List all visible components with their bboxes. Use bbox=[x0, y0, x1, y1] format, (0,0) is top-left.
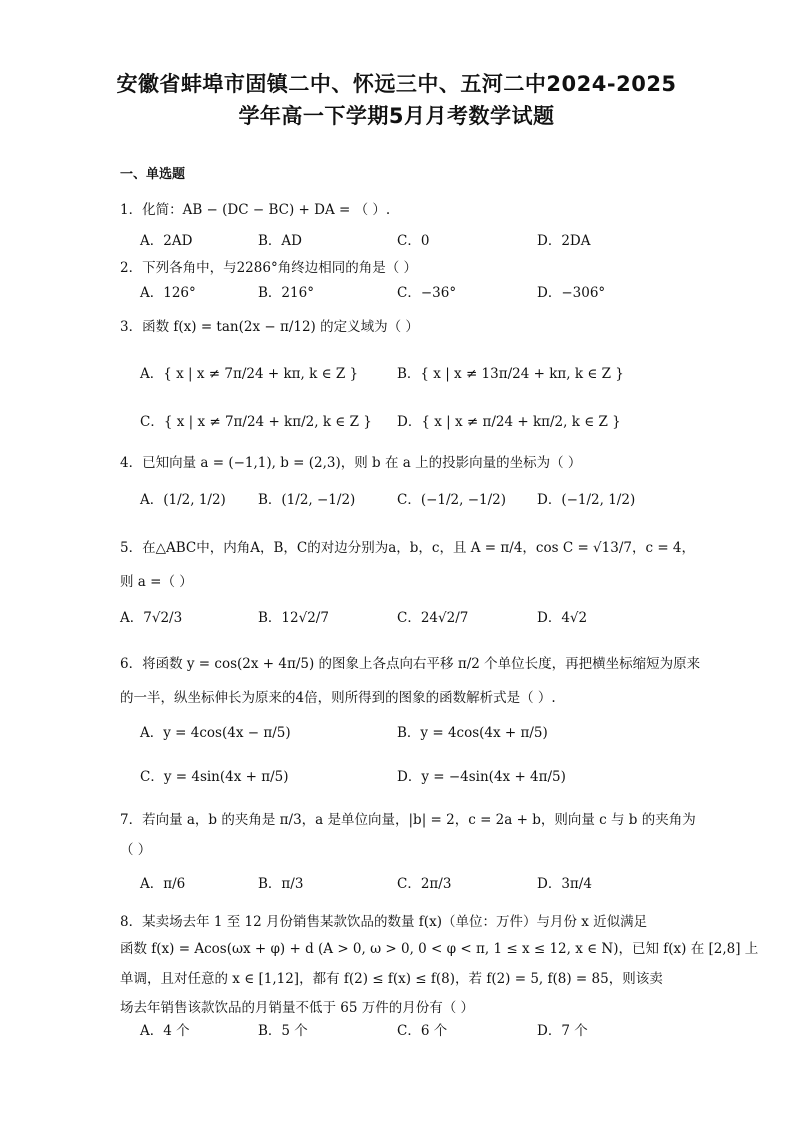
question-6-option-b: B．y = 4cos(4x + π/5) bbox=[397, 725, 548, 741]
question-2-option-d: D．−306° bbox=[537, 285, 606, 301]
question-8-option-d: D．7 个 bbox=[537, 1023, 588, 1039]
question-7-stem-line-2: （ ） bbox=[120, 842, 152, 858]
question-6-stem-line-1: 6．将函数 y = cos(2x + 4π/5) 的图象上各点向右平移 π/2 个单位长度，再把横坐标缩短为原来 bbox=[120, 656, 701, 672]
question-8-stem-line-1: 8．某卖场去年 1 至 12 月份销售某款饮品的数量 f(x)（单位：万件）与月份 x 近似满足 bbox=[120, 914, 648, 930]
question-2-option-a: A．126° bbox=[140, 285, 196, 301]
question-1-option-a: A．2AD bbox=[140, 233, 193, 249]
question-7-option-a: A．π/6 bbox=[140, 876, 186, 892]
question-8-option-b: B．5 个 bbox=[258, 1023, 308, 1039]
question-4-option-c: C．(−1/2, −1/2) bbox=[397, 492, 507, 508]
question-7-option-c: C．2π/3 bbox=[397, 876, 452, 892]
question-5-option-a: A．7√2/3 bbox=[120, 610, 183, 626]
question-7-option-d: D．3π/4 bbox=[537, 876, 592, 892]
exam-title-line-2: 学年高一下学期5月月考数学试题 bbox=[238, 104, 555, 128]
question-5-option-b: B．12√2/7 bbox=[258, 610, 329, 626]
question-1-option-c: C．0 bbox=[397, 233, 430, 249]
question-8-option-a: A．4 个 bbox=[140, 1023, 190, 1039]
question-7-stem-line-1: 7．若向量 a，b 的夹角是 π/3，a 是单位向量，|b| = 2，c = 2a + b，则向量 c 与 b 的夹角为 bbox=[120, 812, 696, 828]
question-1-stem: 1．化简：AB − (DC − BC) + DA = （ ）. bbox=[120, 202, 391, 218]
question-6-stem-line-2: 的一半，纵坐标伸长为原来的4倍，则所得到的图象的函数解析式是（ ）. bbox=[120, 690, 556, 706]
question-3-option-c: C．{ x | x ≠ 7π/24 + kπ/2, k ∈ Z } bbox=[140, 414, 372, 430]
question-8-stem-line-4: 场去年销售该款饮品的月销量不低于 65 万件的月份有（ ） bbox=[120, 1000, 475, 1016]
question-6-option-d: D．y = −4sin(4x + 4π/5) bbox=[397, 769, 566, 785]
exam-title-line-1: 安徽省蚌埠市固镇二中、怀远三中、五河二中2024-2025 bbox=[116, 72, 677, 96]
question-5-option-d: D．4√2 bbox=[537, 610, 588, 626]
question-4-option-d: D．(−1/2, 1/2) bbox=[537, 492, 636, 508]
question-1-option-b: B．AD bbox=[258, 233, 302, 249]
question-5-stem-line-1: 5．在△ABC中，内角A，B，C的对边分别为a，b，c，且 A = π/4，cos C = √13/7，c = 4， bbox=[120, 540, 696, 556]
question-2-stem: 2．下列各角中，与2286°角终边相同的角是（ ） bbox=[120, 260, 417, 276]
question-2-option-b: B．216° bbox=[258, 285, 314, 301]
question-8-stem-line-2: 函数 f(x) = Acos(ωx + φ) + d (A > 0, ω > 0, 0 < φ < π, 1 ≤ x ≤ 12, x ∈ N)，已知 f(x) 在 [2,8] 上 bbox=[120, 941, 759, 957]
question-5-option-c: C．24√2/7 bbox=[397, 610, 469, 626]
question-7-option-b: B．π/3 bbox=[258, 876, 304, 892]
section-heading: 一、单选题 bbox=[120, 167, 186, 182]
question-8-option-c: C．6 个 bbox=[397, 1023, 448, 1039]
question-4-option-b: B．(1/2, −1/2) bbox=[258, 492, 356, 508]
question-8-stem-line-3: 单调，且对任意的 x ∈ [1,12]，都有 f(2) ≤ f(x) ≤ f(8)，若 f(2) = 5, f(8) = 85，则该卖 bbox=[120, 971, 663, 987]
question-5-stem-line-2: 则 a =（ ） bbox=[120, 574, 193, 590]
question-6-option-a: A．y = 4cos(4x − π/5) bbox=[140, 725, 291, 741]
question-4-option-a: A．(1/2, 1/2) bbox=[140, 492, 226, 508]
question-3-stem: 3．函数 f(x) = tan(2x − π/12) 的定义域为（ ） bbox=[120, 319, 419, 335]
question-3-option-a: A．{ x | x ≠ 7π/24 + kπ, k ∈ Z } bbox=[140, 366, 359, 382]
question-4-stem: 4．已知向量 a = (−1,1), b = (2,3)，则 b 在 a 上的投影向量的坐标为（ ） bbox=[120, 455, 582, 471]
question-3-option-b: B．{ x | x ≠ 13π/24 + kπ, k ∈ Z } bbox=[397, 366, 624, 382]
question-2-option-c: C．−36° bbox=[397, 285, 457, 301]
question-6-option-c: C．y = 4sin(4x + π/5) bbox=[140, 769, 289, 785]
question-3-option-d: D．{ x | x ≠ π/24 + kπ/2, k ∈ Z } bbox=[397, 414, 621, 430]
question-1-option-d: D．2DA bbox=[537, 233, 591, 249]
